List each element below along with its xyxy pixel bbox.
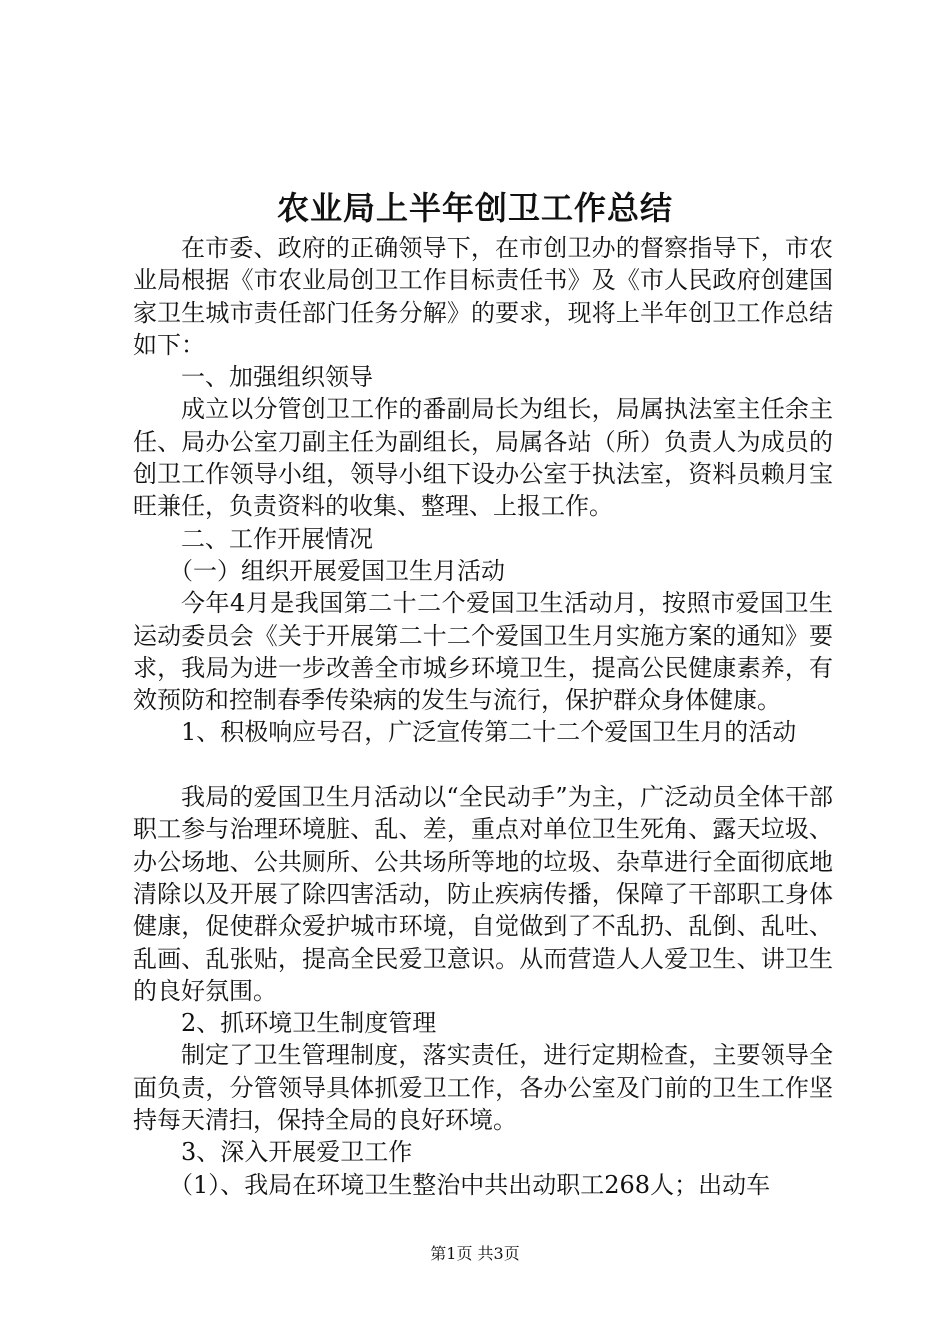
page-footer: 第1页 共3页 bbox=[430, 1244, 520, 1263]
paragraph-management: 制定了卫生管理制度，落实责任，进行定期检查，主要领导全面负责，分管领导具体抓爱卫工作，各办公室及门前的卫生工作坚持每天清扫，保持全局的良好环境。 bbox=[133, 1041, 833, 1135]
section-heading-work-progress: 二、工作开展情况 bbox=[181, 524, 373, 553]
item-heading-publicity: 1、积极响应号召，广泛宣传第二十二个爱国卫生月的活动 bbox=[181, 718, 797, 747]
document-title: 农业局上半年创卫工作总结 bbox=[276, 189, 673, 227]
paragraph-organization: 成立以分管创卫工作的番副局长为组长，局属执法室主任余主任、局办公室刀副主任为副组长，局属各站（所）负责人为成员的创卫工作领导小组，领导小组下设办公室于执法室，资料员赖月宝旺兼任，负责资料的收集、整理、上报工作。 bbox=[133, 395, 833, 521]
paragraph-staff-dispatch: （1）、我局在环境卫生整治中共出动职工268人；出动车 bbox=[169, 1170, 771, 1199]
paragraph-intro: 在市委、政府的正确领导下，在市创卫办的督察指导下，市农业局根据《市农业局创卫工作目标责任书》及《市人民政府创建国家卫生城市责任部门任务分解》的要求，现将上半年创卫工作总结如下： bbox=[133, 234, 833, 359]
item-heading-deepen-work: 3、深入开展爱卫工作 bbox=[181, 1138, 413, 1167]
paragraph-publicity: 我局的爱国卫生月活动以“全民动手”为主，广泛动员全体干部职工参与治理环境脏、乱、差，重点对单位卫生死角、露天垃圾、办公场地、公共厕所、公共场所等地的垃圾、杂草进行全面彻底地清除以及开展了除四害活动，防止疾病传播，保障了干部职工身体健康，促使群众爱护城市环境，自觉做到了不乱扔、乱倒、乱吐、乱画、乱张贴，提高全民爱卫意识。从而营造人人爱卫生、讲卫生的良好氛围。 bbox=[133, 783, 833, 1005]
document-body bbox=[133, 232, 833, 1201]
paragraph-patriotic-month: 今年4月是我国第二十二个爱国卫生活动月，按照市爱国卫生运动委员会《关于开展第二十二个爱国卫生月实施方案的通知》要求，我局为进一步改善全市城乡环境卫生，提高公民健康素养，有效预防和控制春季传染病的发生与流行，保护群众身体健康。 bbox=[133, 589, 833, 715]
section-heading-organization: 一、加强组织领导 bbox=[181, 363, 373, 392]
subsection-heading-patriotic-month: （一）组织开展爱国卫生月活动 bbox=[169, 556, 505, 585]
item-heading-management: 2、抓环境卫生制度管理 bbox=[181, 1009, 437, 1038]
